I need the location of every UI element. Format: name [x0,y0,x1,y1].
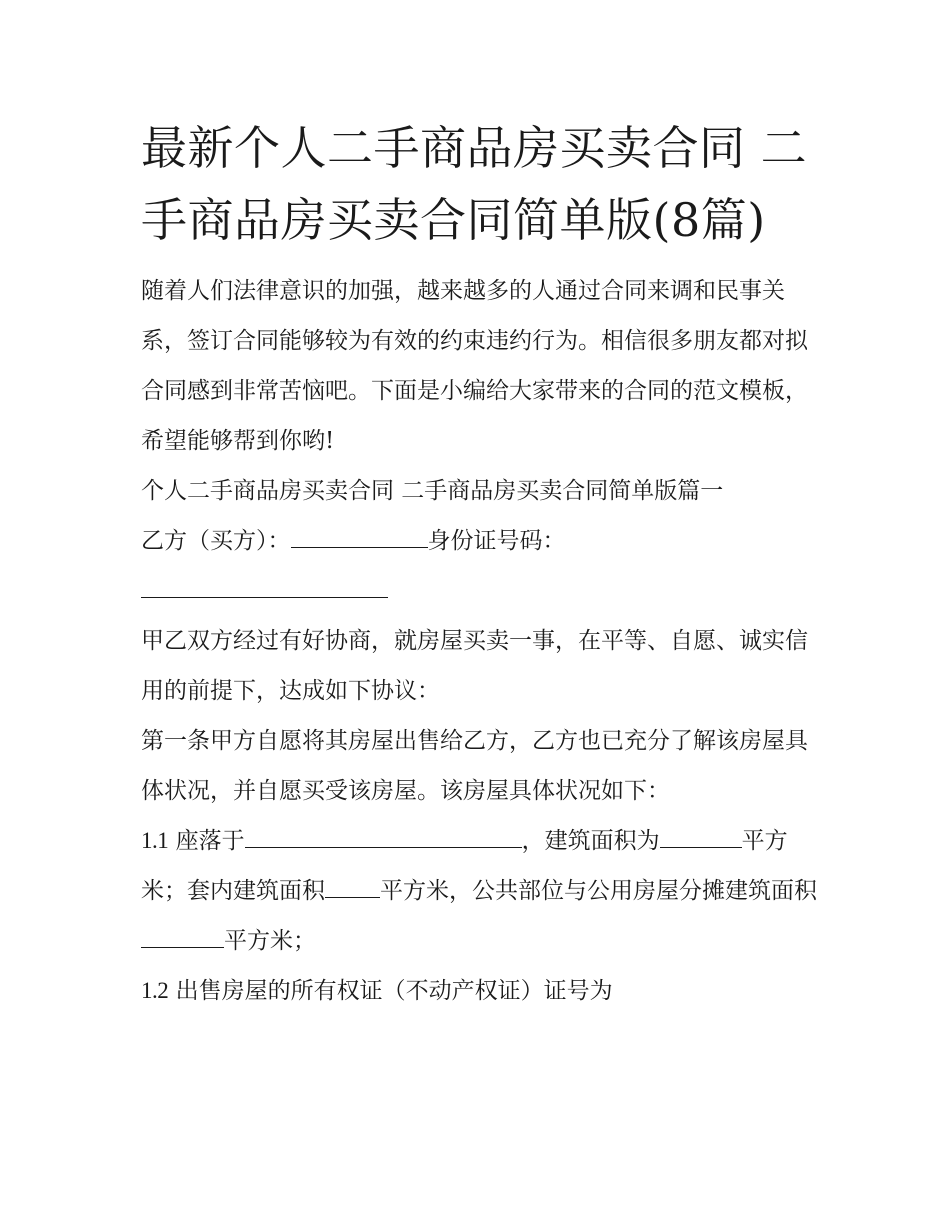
party-b-line [141,516,821,566]
clause-1-1-text-inner-area: 平方米；套内建筑面积 [141,828,788,904]
document-title: 最新个人二手商品房买卖合同 二手商品房买卖合同简单版(8篇) [141,121,808,247]
clause-1-1-text-end: 平方米； [224,928,316,954]
party-b-name-blank [291,523,428,548]
clause-1-1-number: 1.1 [141,828,169,853]
clause-1-1-text-location: 座落于 [175,828,245,854]
clause-1-2-number: 1.2 [141,978,169,1003]
party-b-label: 乙方（买方）： [141,528,291,554]
party-b-id-blank-line [141,566,821,616]
party-b-id-blank [141,573,388,598]
building-area-blank [660,823,742,848]
clause-1-2 [141,966,821,1016]
inner-area-blank [325,873,380,898]
clause-1-2-text: 出售房屋的所有权证（不动产权证）证号为 [175,978,613,1004]
clause-1-1-text-area: ，建筑面积为 [521,828,660,854]
section-heading: 个人二手商品房买卖合同 二手商品房买卖合同简单版篇一 [141,478,724,504]
document-page [141,112,821,1016]
location-blank [245,823,522,848]
article-1-paragraph: 第一条甲方自愿将其房屋出售给乙方，乙方也已充分了解该房屋具体状况，并自愿买受该房屋。该房屋具体状况如下： [141,728,808,804]
clause-1-1-text-shared-area: 平方米，公共部位与公用房屋分摊建筑面积 [380,878,817,904]
intro-paragraph: 随着人们法律意识的加强，越来越多的人通过合同来调和民事关系，签订合同能够较为有效的约束违约行为。相信很多朋友都对拟合同感到非常苦恼吧。下面是小编给大家带来的合同的范文模板，希望能够帮到你哟! [141,278,808,454]
clause-1-1 [141,816,821,966]
shared-area-blank [141,923,224,948]
agreement-paragraph: 甲乙双方经过有好协商，就房屋买卖一事，在平等、自愿、诚实信用的前提下，达成如下协议： [141,628,808,704]
party-b-id-label: 身份证号码： [427,528,566,554]
